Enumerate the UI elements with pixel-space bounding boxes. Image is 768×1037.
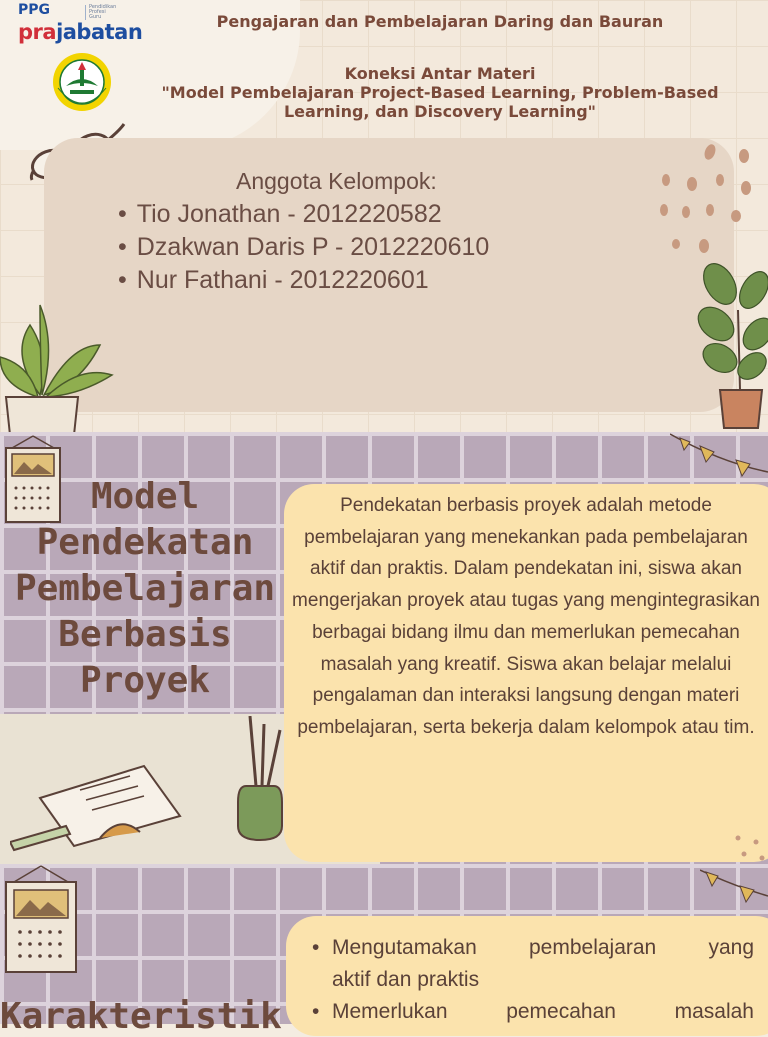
ppg-subtitle-line: Guru [89, 14, 102, 20]
characteristics-list [312, 932, 754, 1028]
ppg-subtitle-line: Pendidikan [89, 4, 117, 10]
header-course-title: Pengajaran dan Pembelajaran Daring dan Bauran [216, 12, 664, 31]
member-item: • Tio Jonathan - 2012220582 [118, 198, 489, 231]
title-line: Pembelajaran [14, 568, 276, 609]
university-seal-icon [46, 52, 118, 112]
decorative-dots-icon [656, 140, 766, 260]
characteristic-item: • Memerlukan pemecahan masalah [312, 1000, 754, 1023]
characteristic-item-continued [312, 964, 754, 996]
header-quote-title: "Model Pembelajaran Project-Based Learning, Problem-Based Learning, dan Discovery Learning" [161, 83, 719, 121]
bunting-icon [670, 432, 768, 480]
wordmark-rest: jabatan [56, 20, 143, 44]
ppg-subtitle-line: Profesi [89, 9, 106, 15]
fiddle-leaf-plant-icon [690, 250, 768, 430]
characteristic-text: aktif dan praktis [332, 968, 480, 991]
characteristics-section-title: Karakteristik [0, 996, 282, 1037]
ppg-subtitle [85, 5, 129, 20]
bunting-icon [700, 866, 768, 910]
prajabatan-wordmark [18, 20, 142, 44]
title-line: Model [90, 476, 200, 517]
project-section-title [0, 474, 290, 704]
title-line: Berbasis [58, 614, 232, 655]
member-item: • Dzakwan Daris P - 2012220610 [118, 231, 489, 264]
members-list [118, 198, 489, 297]
member-item: • Nur Fathani - 2012220601 [118, 264, 489, 297]
potted-plant-icon [0, 285, 120, 435]
ppg-acronym: PPG [18, 2, 51, 18]
characteristic-item: • Mengutamakan pembelajaran yang [312, 936, 754, 959]
desk-items-icon [10, 716, 310, 856]
wordmark-pra: pra [18, 20, 57, 44]
members-title: Anggota Kelompok: [236, 168, 437, 194]
wall-calendar-icon [4, 864, 78, 974]
decorative-dots-icon [730, 830, 768, 864]
characteristic-text: Mengutamakan pembelajaran yang [332, 936, 754, 959]
header-subtitle: Koneksi Antar Materi [344, 64, 536, 83]
header-topic [120, 64, 760, 121]
characteristic-text: Memerlukan pemecahan masalah [332, 1000, 754, 1023]
title-line: Proyek [79, 660, 211, 701]
project-description: Pendekatan berbasis proyek adalah metode pembelajaran yang menekankan pada pembelajaran aktif dan praktis. Dalam pendekatan ini, siswa akan mengerjakan proyek atau tugas yang mengintegrasikan berbagai bidang ilmu dan memerlukan pemecahan masalah yang kreatif. Siswa akan belajar melalui pengalaman dan interaksi langsung dengan materi pembelajaran, serta bekerja dalam kelompok atau tim. [292, 495, 760, 738]
title-line: Pendekatan [36, 522, 254, 563]
ppg-prajabatan-logo [18, 2, 158, 50]
